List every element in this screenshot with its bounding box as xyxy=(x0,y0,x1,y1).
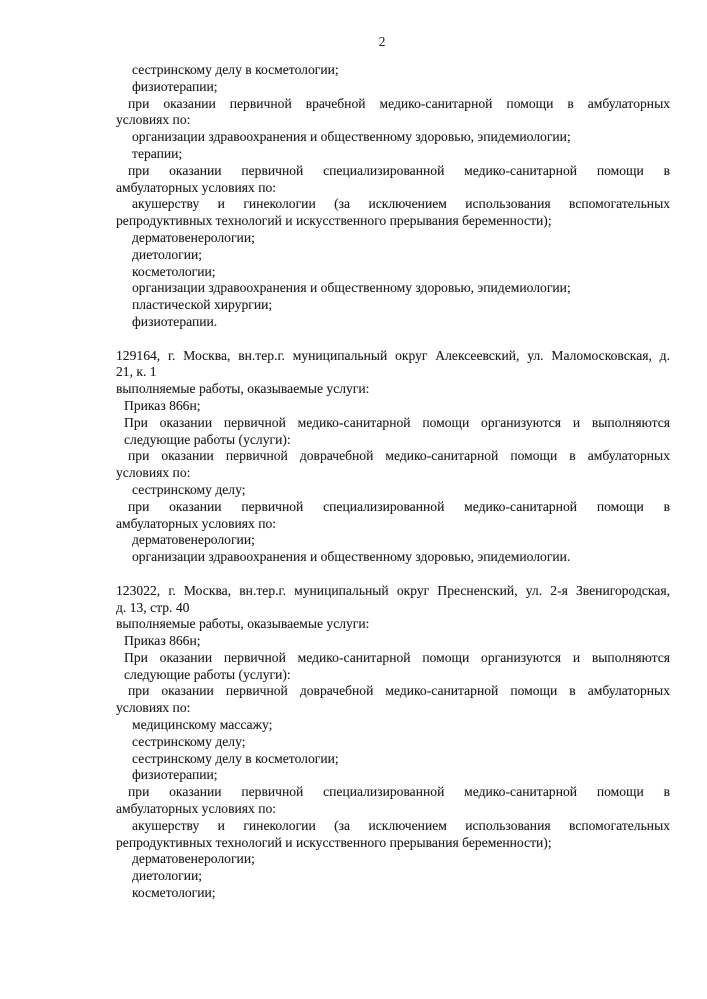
text-line: репродуктивных технологий и искусственного прерывания беременности); xyxy=(116,213,552,229)
text-line: при оказании первичной специализированной медико-санитарной помощи в xyxy=(128,784,670,800)
text-line: акушерству и гинекологии (за исключением использования вспомогательных xyxy=(132,196,670,212)
text-line: 21, к. 1 xyxy=(116,364,157,380)
blank-line xyxy=(116,331,670,348)
text-line: Приказ 866н; xyxy=(124,397,201,413)
text-line: сестринскому делу в косметологии; xyxy=(132,750,339,766)
text-line: выполняемые работы, оказываемые услуги: xyxy=(116,381,370,397)
text-line: организации здравоохранения и общественному здоровью, эпидемиологии. xyxy=(132,549,571,565)
text-line: дерматовенерологии; xyxy=(132,851,255,867)
text-line: диетологии; xyxy=(132,868,203,884)
text-line: условиях по: xyxy=(116,700,191,716)
text-line: Приказ 866н; xyxy=(124,633,201,649)
page-number: 2 xyxy=(378,34,386,49)
text-line: при оказании первичной врачебной медико-санитарной помощи в амбулаторных xyxy=(128,95,670,111)
text-line: 123022, г. Москва, вн.тер.г. муниципальный округ Пресненский, ул. 2-я Звенигородская, xyxy=(116,582,670,598)
text-line: при оказании первичной доврачебной медико-санитарной помощи в амбулаторных xyxy=(128,683,670,699)
text-line: условиях по: xyxy=(116,112,191,128)
text-line: амбулаторных условиях по: xyxy=(116,515,277,531)
text-line: при оказании первичной специализированной медико-санитарной помощи в xyxy=(128,498,670,514)
text-line: При оказании первичной медико-санитарной помощи организуются и выполняются xyxy=(124,414,670,430)
text-line: акушерству и гинекологии (за исключением использования вспомогательных xyxy=(132,817,670,833)
text-line: 129164, г. Москва, вн.тер.г. муниципальный округ Алексеевский, ул. Маломосковская, д. xyxy=(116,347,670,363)
text-line: При оказании первичной медико-санитарной помощи организуются и выполняются xyxy=(124,649,670,665)
text-line: при оказании первичной специализированной медико-санитарной помощи в xyxy=(128,162,670,178)
text-line: дерматовенерологии; xyxy=(132,229,255,245)
text-line: д. 13, стр. 40 xyxy=(116,599,190,615)
text-line: следующие работы (услуги): xyxy=(124,666,291,682)
text-line: косметологии; xyxy=(132,885,216,901)
text-line: пластической хирургии; xyxy=(132,297,273,313)
text-line: условиях по: xyxy=(116,465,191,481)
text-line: выполняемые работы, оказываемые услуги: xyxy=(116,616,370,632)
text-line: физиотерапии; xyxy=(132,767,218,783)
blank-line xyxy=(116,566,670,583)
text-line: терапии; xyxy=(132,145,183,161)
document-text xyxy=(116,62,670,902)
text-line: амбулаторных условиях по: xyxy=(116,179,277,195)
text-line: физиотерапии; xyxy=(132,78,218,94)
text-line: организации здравоохранения и общественному здоровью, эпидемиологии; xyxy=(132,280,571,296)
text-line: при оказании первичной доврачебной медико-санитарной помощи в амбулаторных xyxy=(128,448,670,464)
text-line: дерматовенерологии; xyxy=(132,532,255,548)
text-line: сестринскому делу в косметологии; xyxy=(132,62,339,77)
text-line: организации здравоохранения и общественному здоровью, эпидемиологии; xyxy=(132,129,571,145)
text-line: сестринскому делу; xyxy=(132,733,246,749)
text-line: следующие работы (услуги): xyxy=(124,431,291,447)
text-line: физиотерапии. xyxy=(132,313,218,329)
text-line: сестринскому делу; xyxy=(132,481,246,497)
text-line: репродуктивных технологий и искусственного прерывания беременности); xyxy=(116,834,552,850)
text-line: амбулаторных условиях по: xyxy=(116,801,277,817)
text-line: медицинскому массажу; xyxy=(132,717,273,733)
text-line: диетологии; xyxy=(132,246,203,262)
text-line: косметологии; xyxy=(132,263,216,279)
